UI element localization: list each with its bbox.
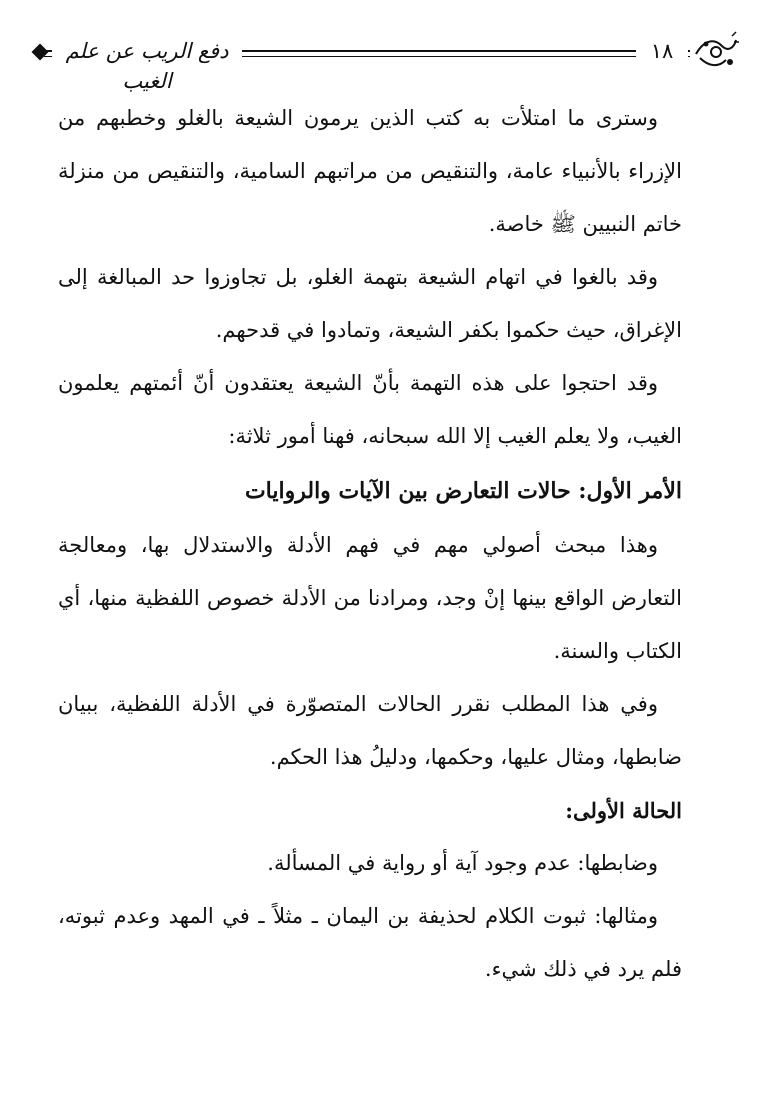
page-number: ١٨ — [636, 36, 688, 66]
paragraph: وهذا مبحث أصولي مهم في فهم الأدلة والاستدلال بها، ومعالجة التعارض الواقع بينها إنْ وجد، ومرادنا من الأدلة خصوص اللفظية منها، أي الكتاب والسنة. — [58, 533, 682, 663]
paragraph: وسترى ما امتلأت به كتب الذين يرمون الشيعة بالغلو وخطبهم من الإزراء بالأنبياء عامة، والتنقيص من مراتبهم السامية، والتنقيص من منزلة خاتم النبيين ﷺ خاصة. — [58, 106, 682, 236]
section-heading: الأمر الأول: حالات التعارض بين الآيات والروايات — [244, 478, 682, 504]
floral-ornament-icon — [692, 30, 740, 74]
paragraph: ومثالها: ثبوت الكلام لحذيفة بن اليمان ـ مثلاً ـ في المهد وعدم ثبوته، فلم يرد في ذلك شيء. — [58, 904, 682, 981]
page-body — [58, 92, 682, 996]
paragraph: وقد احتجوا على هذه التهمة بأنّ الشيعة يعتقدون أنّ أئمتهم يعلمون الغيب، ولا يعلم الغيب إلا الله سبحانه، فهنا أمور ثلاثة: — [58, 371, 682, 448]
subsection-heading: الحالة الأولى: — [565, 798, 682, 823]
running-title: دفع الريب عن علم الغيب — [52, 36, 242, 66]
page-header — [30, 30, 740, 93]
paragraph: وفي هذا المطلب نقرر الحالات المتصوّرة في الأدلة اللفظية، ببيان ضابطها، ومثال عليها، وحكمها، ودليلُ هذا الحكم. — [58, 692, 682, 769]
diamond-icon — [32, 44, 49, 61]
paragraph: وضابطها: عدم وجود آية أو رواية في المسألة. — [267, 851, 658, 875]
paragraph: وقد بالغوا في اتهام الشيعة بتهمة الغلو، بل تجاوزوا حد المبالغة إلى الإغراق، حيث حكموا بكفر الشيعة، وتمادوا في قدحهم. — [58, 265, 682, 342]
